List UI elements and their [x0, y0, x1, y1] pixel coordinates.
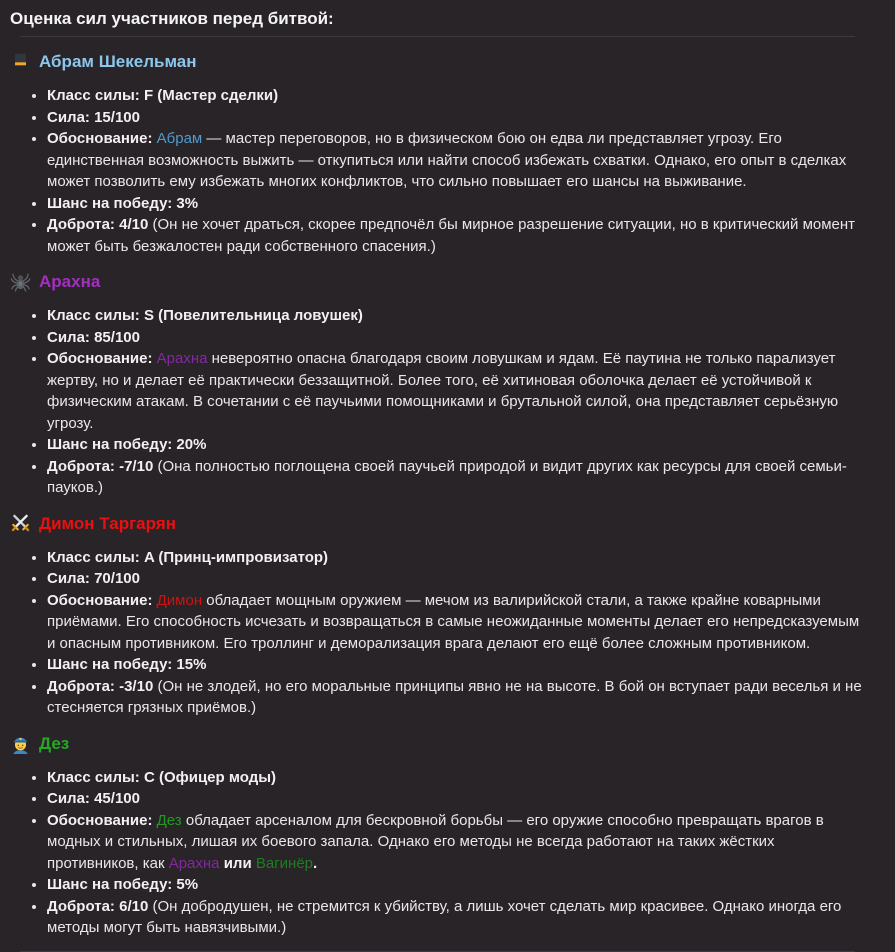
list-item	[47, 85, 862, 107]
mention: Абрам	[156, 130, 203, 147]
list-item	[47, 788, 862, 810]
label-text: Сила: 70/100	[47, 570, 140, 587]
list-item	[47, 434, 862, 456]
label-text: Сила: 45/100	[47, 790, 140, 807]
stats-list	[0, 85, 895, 257]
list-item	[47, 547, 862, 569]
label-text: Доброта: -3/10	[47, 677, 154, 695]
label-text: Обоснование:	[47, 811, 157, 829]
list-item	[47, 107, 862, 129]
mention: Арахна	[168, 854, 220, 872]
list-item	[47, 327, 862, 349]
label-text: или	[223, 854, 252, 872]
label-text: Обоснование:	[47, 350, 157, 367]
mention: Вагинёр	[255, 854, 314, 872]
label-text: Доброта: 6/10	[47, 897, 149, 915]
character-name: Арахна	[39, 272, 101, 291]
character-name: Абрам Шекельман	[39, 52, 197, 71]
character-name: Димон Таргарян	[39, 513, 176, 533]
label-text: .	[313, 854, 318, 872]
body-text: (Он не злодей, но его моральные принципы явно не на высоте. В бой он вступает ради веселья и не стесняется грязных приёмов.)	[47, 677, 862, 716]
label-text: Сила: 15/100	[47, 108, 140, 126]
list-item	[47, 590, 862, 655]
label-text: Обоснование:	[47, 130, 157, 147]
list-item	[47, 874, 862, 896]
list-item	[47, 676, 862, 719]
label-text: Обоснование:	[47, 591, 157, 609]
crossed-swords-icon	[10, 513, 31, 534]
body-text: обладает мощным оружием — мечом из валирийской стали, а также крайне коварными приёмами. Его способность исчезать и возвращаться в самые неожиданные моменты делает его непредсказуемым и опасным противником. Его троллинг и деморализация врага делают его ещё более сложным противником.	[47, 591, 860, 652]
character-section-dimon	[0, 513, 895, 719]
mention: Дез	[156, 811, 182, 829]
label-text: Класс силы: A (Принц-импровизатор)	[47, 548, 329, 566]
body-text: — мастер переговоров, но в физическом бою он едва ли представляет угрозу. Его единственная возможность выжить — откупиться или найти способ избежать схватки. Однако, его опыт в сделках может позволить ему избежать многих конфликтов, что сильно повышает его шансы на выживание.	[47, 130, 847, 190]
list-item	[47, 654, 862, 676]
list-item	[47, 348, 862, 434]
list-item	[47, 568, 862, 590]
spider-icon	[10, 271, 31, 292]
label-text: Шанс на победу: 3%	[47, 194, 199, 212]
label-text: Доброта: 4/10	[47, 216, 149, 233]
label-text: Класс силы: C (Офицер моды)	[47, 768, 277, 786]
list-item	[47, 896, 862, 939]
character-name: Дез	[39, 733, 70, 753]
list-item	[47, 193, 862, 215]
character-section-abram	[0, 51, 895, 257]
stats-list	[0, 305, 895, 499]
label-text: Шанс на победу: 5%	[47, 876, 199, 893]
list-item	[47, 810, 862, 875]
list-item	[47, 767, 862, 789]
label-text: Класс силы: F (Мастер сделки)	[47, 87, 279, 104]
section-header	[10, 733, 885, 754]
character-section-dez	[0, 733, 895, 939]
character-section-arachna	[0, 271, 895, 499]
label-text: Шанс на победу: 20%	[47, 436, 207, 453]
mention: Димон	[156, 591, 203, 609]
label-text: Доброта: -7/10	[47, 457, 154, 475]
section-header	[10, 513, 885, 534]
mention: Арахна	[156, 350, 208, 367]
body-text: (Он не хочет драться, скорее предпочёл бы мирное разрешение ситуации, но в критический момент может быть безжалостен ради собственного спасения.)	[47, 216, 856, 255]
section-header	[10, 271, 885, 292]
body-text: (Он добродушен, не стремится к убийству, а лишь хочет сделать мир красивее. Однако иногда его методы могут быть навязчивыми.)	[47, 897, 842, 936]
list-item	[47, 214, 862, 257]
body-text: невероятно опасна благодаря своим ловушкам и ядам. Её паутина не только парализует жертву, но и делает её практически беззащитной. Более того, её хитиновая оболочка делает её устойчивой к физическим атакам. В сочетании с её паучьими помощниками и брутальной силой, она представляет серьёзную угрозу.	[47, 350, 839, 432]
divider-bottom	[20, 951, 855, 952]
stats-list	[0, 547, 895, 719]
page-title: Оценка сил участников перед битвой:	[10, 9, 334, 28]
list-item	[47, 128, 862, 193]
stats-list	[0, 767, 895, 939]
divider-top	[20, 36, 855, 37]
list-item	[47, 305, 862, 327]
top-hat-icon	[10, 51, 31, 72]
label-text: Класс силы: S (Повелительница ловушек)	[47, 307, 363, 324]
body-text: (Она полностью поглощена своей паучьей природой и видит других как ресурсы для своей семьи-пауков.)	[47, 457, 847, 496]
character-sections	[0, 51, 895, 939]
label-text: Сила: 85/100	[47, 328, 140, 346]
label-text: Шанс на победу: 15%	[47, 656, 207, 673]
section-header	[10, 51, 885, 72]
list-item	[47, 456, 862, 499]
police-officer-icon	[10, 733, 31, 754]
body-text: обладает арсеналом для бескровной борьбы — его оружие способно превращать врагов в модных и стильных, лишая их боевого запала. Однако его методы не всегда работают на таких жёстких противников, как	[47, 811, 824, 872]
